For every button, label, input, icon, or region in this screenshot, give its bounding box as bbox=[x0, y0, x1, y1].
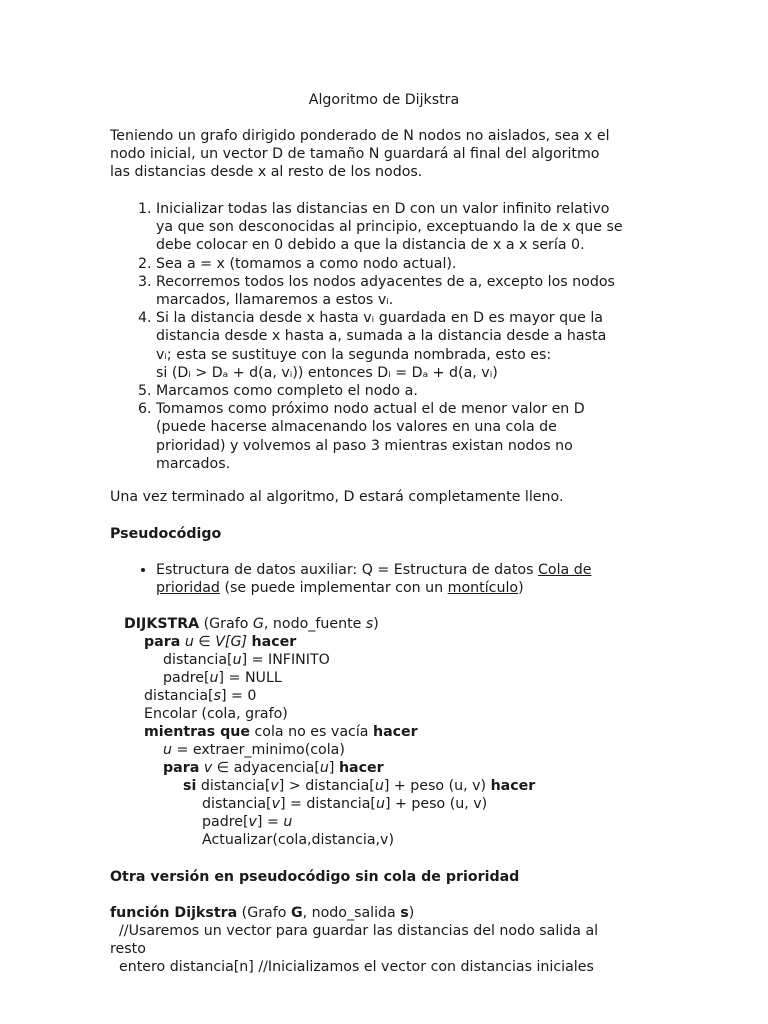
bullet-text: Estructura de datos auxiliar: Q = Estructura de datos bbox=[156, 562, 538, 578]
code-variable: v bbox=[270, 778, 279, 794]
code-text: distancia[ bbox=[202, 796, 272, 812]
code-keyword: hacer bbox=[372, 724, 418, 740]
step-line: marcados, llamaremos a estos vᵢ. bbox=[156, 292, 394, 309]
code-text: ∈ bbox=[193, 634, 216, 650]
code-text: (Grafo bbox=[237, 905, 291, 921]
step-item bbox=[156, 400, 716, 473]
code-text: distancia[ bbox=[163, 652, 233, 668]
code-variable: s bbox=[213, 688, 221, 704]
code-variable: u bbox=[184, 634, 194, 650]
code-keyword: para bbox=[144, 634, 181, 650]
code-text: padre[ bbox=[163, 670, 210, 686]
code-text: ] = NULL bbox=[218, 670, 282, 686]
code-line bbox=[163, 651, 330, 669]
document-title: Algoritmo de Dijkstra bbox=[308, 92, 460, 108]
code-text: ) bbox=[408, 905, 415, 921]
code-variable: s bbox=[365, 616, 374, 632]
auxiliary-structure-list bbox=[110, 561, 716, 597]
code-line bbox=[163, 669, 282, 687]
step-line: Sea a = x (tomamos a como nodo actual). bbox=[156, 255, 457, 272]
code-variable: u bbox=[319, 760, 329, 776]
code-keyword: DIJKSTRA bbox=[124, 616, 200, 632]
code-keyword: mientras que bbox=[144, 724, 250, 740]
code-variable: v bbox=[203, 760, 213, 776]
code-text: ] = INFINITO bbox=[241, 652, 330, 668]
bullet-text: ) bbox=[518, 580, 524, 597]
code-line: Actualizar(cola,distancia,v) bbox=[202, 832, 394, 848]
code-text: cola no es vacía bbox=[249, 724, 373, 740]
step-line: marcados. bbox=[156, 455, 231, 472]
cola-de-prioridad-link[interactable]: Cola de bbox=[538, 562, 592, 578]
code-text: (Grafo bbox=[199, 616, 253, 632]
intro-line: las distancias desde x al resto de los nodos. bbox=[110, 164, 423, 181]
code-line bbox=[163, 741, 345, 759]
step-line: Si la distancia desde x hasta vᵢ guardada en D es mayor que la bbox=[156, 310, 603, 327]
code-text: padre[ bbox=[202, 814, 249, 830]
cola-de-prioridad-link[interactable]: prioridad bbox=[156, 580, 220, 597]
code-line bbox=[144, 633, 296, 651]
step-line: Marcamos como completo el nodo a. bbox=[156, 383, 418, 400]
step-line: Inicializar todas las distancias en D con un valor infinito relativo bbox=[156, 201, 610, 217]
code-line: entero distancia[n] //Inicializamos el vector con distancias iniciales bbox=[110, 959, 594, 975]
code-line bbox=[202, 813, 292, 831]
code-variable: G bbox=[252, 616, 264, 632]
list-item bbox=[156, 561, 716, 597]
code-variable: u bbox=[374, 778, 384, 794]
code-text: ] = distancia[ bbox=[279, 796, 376, 812]
step-line: Recorremos todos los nodos adyacentes de a, excepto los nodos bbox=[156, 273, 615, 290]
step-line: vᵢ; esta se sustituye con la segunda nombrada, esto es: bbox=[156, 346, 552, 363]
intro-line: Teniendo un grafo dirigido ponderado de N nodos no aislados, sea x el bbox=[110, 128, 610, 144]
code-variable: V[G] bbox=[215, 634, 247, 650]
code-text: ] + peso (u, v) bbox=[383, 778, 491, 794]
code-line bbox=[163, 759, 384, 777]
step-line: Tomamos como próximo nodo actual el de menor valor en D bbox=[156, 401, 585, 418]
code-keyword: para bbox=[163, 760, 200, 776]
step-line: debe colocar en 0 debido a que la distancia de x a x sería 0. bbox=[156, 237, 585, 254]
code-variable: u bbox=[375, 796, 385, 812]
code-text: , nodo_fuente bbox=[263, 616, 366, 632]
code-variable: u bbox=[232, 652, 242, 668]
intro-line: nodo inicial, un vector D de tamaño N guardará al final del algoritmo bbox=[110, 146, 600, 163]
code-text: ∈ adyacencia[ bbox=[212, 760, 320, 776]
code-variable: u bbox=[283, 814, 293, 830]
code-variable: s bbox=[400, 905, 409, 921]
step-item bbox=[156, 309, 716, 382]
step-item bbox=[156, 273, 716, 309]
code-comment: resto bbox=[110, 941, 146, 957]
code-text: ] = 0 bbox=[220, 688, 257, 704]
code-text: ) bbox=[373, 616, 379, 632]
code-text: = extraer_minimo(cola) bbox=[172, 742, 345, 758]
code-text: distancia[ bbox=[144, 688, 214, 704]
code-text: ] = bbox=[256, 814, 284, 830]
pseudocode-heading: Pseudocódigo bbox=[110, 526, 222, 542]
step-line: ya que son desconocidas al principio, exceptuando la de x que se bbox=[156, 219, 623, 236]
code-keyword: si bbox=[183, 778, 197, 794]
code-comment: //Usaremos un vector para guardar las distancias del nodo salida al bbox=[110, 923, 599, 939]
code-variable: u bbox=[163, 742, 172, 758]
step-line: distancia desde x hasta a, sumada a la distancia desde a hasta bbox=[156, 328, 607, 345]
code-line bbox=[183, 777, 535, 795]
code-line: Encolar (cola, grafo) bbox=[144, 706, 288, 722]
code-text: ] bbox=[328, 760, 339, 776]
step-item bbox=[156, 200, 716, 255]
code-keyword: hacer bbox=[490, 778, 536, 794]
monticulo-link[interactable]: montículo bbox=[447, 580, 519, 597]
code-variable: v bbox=[271, 796, 280, 812]
code-keyword: hacer bbox=[251, 634, 297, 650]
code-text: , nodo_salida bbox=[302, 905, 401, 921]
code-variable: u bbox=[209, 670, 219, 686]
conclusion-paragraph: Una vez terminado al algoritmo, D estará completamente lleno. bbox=[110, 489, 564, 505]
code-text: ] + peso (u, v) bbox=[384, 796, 488, 812]
code-text: ] > distancia[ bbox=[278, 778, 375, 794]
function-signature bbox=[110, 904, 414, 922]
step-item bbox=[156, 382, 716, 400]
alt-pseudocode-heading: Otra versión en pseudocódigo sin cola de prioridad bbox=[110, 869, 520, 885]
code-text: distancia[ bbox=[196, 778, 271, 794]
step-line: (puede hacerse almacenando los valores en una cola de bbox=[156, 419, 557, 436]
bullet-text: (se puede implementar con un bbox=[219, 580, 448, 597]
code-line bbox=[144, 723, 418, 741]
code-variable: v bbox=[248, 814, 257, 830]
code-keyword: hacer bbox=[338, 760, 384, 776]
code-line bbox=[124, 615, 379, 633]
code-variable: G bbox=[290, 905, 303, 921]
intro-paragraph bbox=[110, 127, 650, 182]
step-line: si (Dᵢ > Dₐ + d(a, vᵢ)) entonces Dᵢ = Dₐ + d(a, vᵢ) bbox=[156, 364, 498, 381]
step-item bbox=[156, 255, 716, 273]
code-line bbox=[202, 795, 487, 813]
code-keyword: función Dijkstra bbox=[110, 905, 238, 921]
step-line: prioridad) y volvemos al paso 3 mientras existan nodos no bbox=[156, 437, 573, 454]
algorithm-steps bbox=[110, 200, 716, 473]
code-line bbox=[144, 687, 256, 705]
